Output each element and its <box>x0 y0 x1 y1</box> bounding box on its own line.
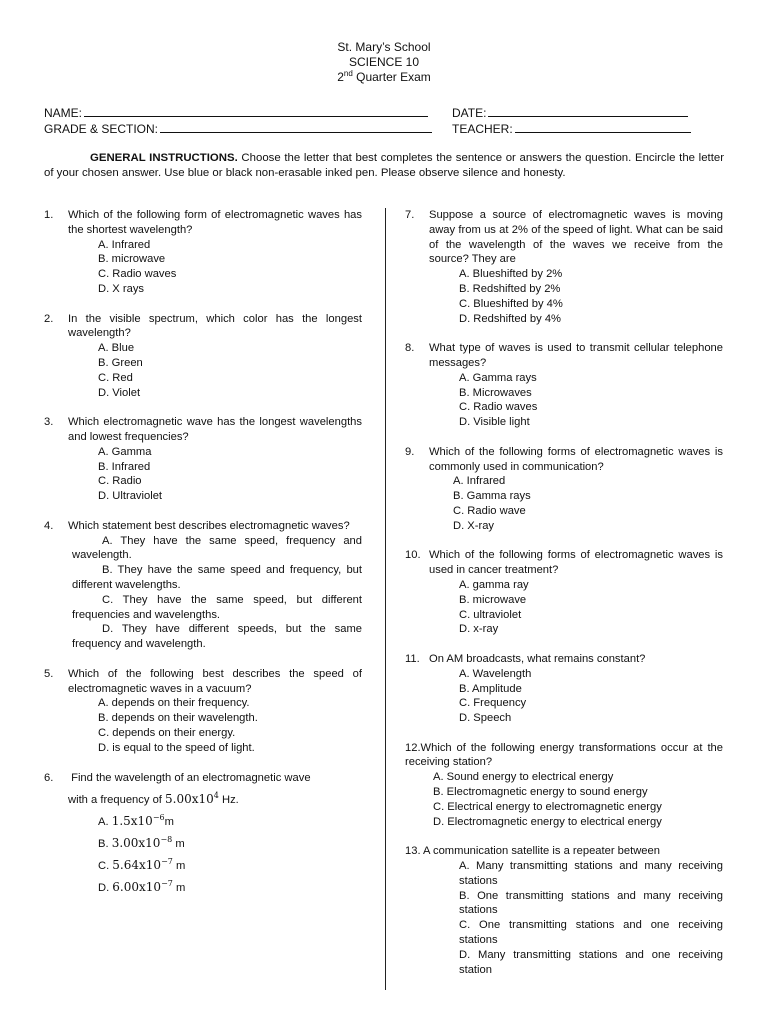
question-11 <box>405 652 723 726</box>
question-4 <box>44 519 362 652</box>
question-number: 8. <box>405 342 415 355</box>
question-number: 9. <box>405 445 415 458</box>
option[interactable]: A. Blue <box>98 342 135 355</box>
name-field[interactable] <box>44 104 428 121</box>
option[interactable]: B. Gamma rays <box>453 490 531 503</box>
question-number: 1. <box>44 209 54 221</box>
option[interactable]: A. Infrared <box>453 475 506 488</box>
column-divider <box>385 208 386 990</box>
question-number: 6. <box>44 772 54 785</box>
option[interactable]: B. Green <box>98 356 143 369</box>
question-stem: Which electromagnetic wave has the longest wavelengths and lowest frequencies? <box>68 416 362 443</box>
subject-title: SCIENCE 10 <box>348 55 420 69</box>
question-stem: Which statement best describes electromagnetic waves? <box>68 519 350 532</box>
grade-section-field[interactable] <box>44 120 432 137</box>
question-stem: Which of the following forms of electromagnetic waves is used in cancer treatment? <box>429 549 723 577</box>
name-label: NAME: <box>44 106 83 120</box>
option[interactable]: C. Blueshifted by 4% <box>459 297 563 310</box>
option[interactable]: D. They have different speeds, but the same frequency and wavelength. <box>72 623 362 651</box>
question-stem: Which of the following best describes the speed of electromagnetic waves in a vacuum? <box>68 667 362 695</box>
option[interactable]: D. is equal to the speed of light. <box>98 741 255 754</box>
question-9 <box>405 445 723 534</box>
option[interactable]: D. X rays <box>98 282 145 295</box>
option[interactable]: C. Radio waves <box>98 268 177 281</box>
general-instructions <box>44 151 724 181</box>
option[interactable]: A. depends on their frequency. <box>98 697 250 710</box>
option[interactable]: C. Radio <box>98 475 142 488</box>
option[interactable]: B. microwave <box>459 593 527 606</box>
option[interactable]: D. X-ray <box>453 519 495 532</box>
option[interactable]: D. Violet <box>98 386 141 399</box>
option[interactable]: D. Electromagnetic energy to electrical energy <box>433 815 662 828</box>
option[interactable]: A. They have the same speed, frequency and wavelength. <box>72 534 362 562</box>
option[interactable]: B. depends on their wavelength. <box>98 712 258 725</box>
option[interactable]: B. microwave <box>98 253 166 266</box>
question-stem: 12.Which of the following energy transformations occur at the receiving station? <box>405 741 723 769</box>
option[interactable]: A. $1.5x10^{-6}m$ <box>98 813 174 829</box>
option[interactable]: C. Frequency <box>459 697 527 710</box>
question-number: 2. <box>44 312 54 325</box>
date-field[interactable] <box>452 104 688 121</box>
frequency-value: $5.00x10^4$ <box>165 791 219 807</box>
option[interactable]: C. Radio wave <box>453 504 526 517</box>
question-8 <box>405 341 723 430</box>
option[interactable]: B. Amplitude <box>459 682 522 695</box>
question-number: 7. <box>405 209 415 221</box>
question-10 <box>405 548 723 637</box>
question-stem: Suppose a source of electromagnetic waves is moving away from us at 2% of the speed of light. What can be said of the wavelength of the waves we receive from the source? They are <box>429 209 723 266</box>
question-stem: In the visible spectrum, which color has the longest wavelength? <box>68 312 362 340</box>
date-label: DATE: <box>452 106 487 120</box>
option[interactable]: D. x-ray <box>459 623 499 636</box>
question-2 <box>44 312 362 401</box>
question-13 <box>405 844 723 977</box>
option[interactable]: B. Electromagnetic energy to sound energy <box>433 786 648 799</box>
option[interactable]: A. Many transmitting stations and many receiving stations <box>459 860 723 887</box>
question-3 <box>44 415 362 504</box>
option[interactable]: C. Radio waves <box>459 401 538 414</box>
option[interactable]: C. $5.64x10^{-7}$ m <box>98 857 186 873</box>
question-1 <box>44 208 362 297</box>
option[interactable]: C. They have the same speed, but different frequencies and wavelengths. <box>72 593 362 621</box>
school-name: St. Mary’s School <box>337 40 431 54</box>
grade-section-label: GRADE & SECTION: <box>44 122 159 136</box>
question-stem: What type of waves is used to transmit cellular telephone messages? <box>429 342 723 369</box>
teacher-line <box>515 120 691 133</box>
option[interactable]: D. Many transmitting stations and one receiving station <box>459 948 723 976</box>
date-line <box>488 104 688 117</box>
option[interactable]: B. Redshifted by 2% <box>459 282 561 295</box>
option[interactable]: C. Electrical energy to electromagnetic energy <box>433 800 662 813</box>
option[interactable]: A. Blueshifted by 2% <box>459 268 563 281</box>
option[interactable]: D. Redshifted by 4% <box>459 312 561 325</box>
exam-title: 2nd Quarter Exam <box>337 69 431 84</box>
option[interactable]: A. Infrared <box>98 238 151 251</box>
question-7 <box>405 208 723 326</box>
option[interactable]: A. Gamma rays <box>459 371 537 384</box>
option[interactable]: A. Wavelength <box>459 667 532 680</box>
question-stem: On AM broadcasts, what remains constant? <box>429 652 646 665</box>
question-12 <box>405 741 723 830</box>
option[interactable]: C. depends on their energy. <box>98 726 236 739</box>
option[interactable]: D. Visible light <box>459 416 530 429</box>
option[interactable]: D. Ultraviolet <box>98 490 163 503</box>
question-stem: 13. A communication satellite is a repeater between <box>405 845 660 858</box>
exam-header <box>0 40 768 85</box>
question-number: 5. <box>44 667 54 680</box>
option[interactable]: C. One transmitting stations and one receiving stations <box>459 919 723 947</box>
option[interactable]: B. $3.00x10^{-8}$ m <box>98 835 185 851</box>
option[interactable]: A. Sound energy to electrical energy <box>433 771 614 784</box>
grade-section-line <box>160 120 432 133</box>
question-6: 6. Find the wavelength of an electromagnetic wave with a frequency of $5.00x10^4$ Hz. A. $1.5x10^{-6}m$ B. $3.00x10^{-8}$ m C. $5.64x10^{-7}$ m D. $6.00x10^{-7}$ m <box>44 770 362 897</box>
right-column <box>405 208 723 992</box>
question-number: 11. <box>405 652 420 665</box>
option[interactable]: A. Gamma <box>98 445 152 458</box>
option[interactable]: B. Microwaves <box>459 386 532 399</box>
option[interactable]: B. They have the same speed and frequency, but different wavelengths. <box>72 564 362 591</box>
instructions-text: Choose the letter that best completes the sentence or answers the question. Encircle the letter of your chosen answer. Use blue or black non-erasable inked pen. Please observe silence and honesty. <box>44 152 724 179</box>
left-column <box>44 208 362 912</box>
question-number: 4. <box>44 519 54 532</box>
question-5 <box>44 667 362 756</box>
teacher-label: TEACHER: <box>452 122 513 136</box>
name-line <box>84 104 428 117</box>
option[interactable]: C. Red <box>98 371 133 384</box>
option[interactable]: B. One transmitting stations and many receiving stations <box>459 889 723 917</box>
question-stem: Find the wavelength of an electromagnetic wave <box>71 772 311 785</box>
question-number: 3. <box>44 416 54 429</box>
question-number: 10. <box>405 549 421 562</box>
instructions-heading: GENERAL INSTRUCTIONS. <box>90 152 238 164</box>
option[interactable]: B. Infrared <box>98 460 151 473</box>
teacher-field[interactable] <box>452 120 691 137</box>
option[interactable]: D. Speech <box>459 712 512 725</box>
question-stem: Which of the following forms of electromagnetic waves is commonly used in communication? <box>429 445 723 473</box>
option[interactable]: C. ultraviolet <box>459 608 522 621</box>
option[interactable]: A. gamma ray <box>459 578 529 591</box>
question-stem: Which of the following form of electromagnetic waves has the shortest wavelength? <box>68 209 362 236</box>
option[interactable]: D. $6.00x10^{-7}$ m <box>98 879 186 895</box>
